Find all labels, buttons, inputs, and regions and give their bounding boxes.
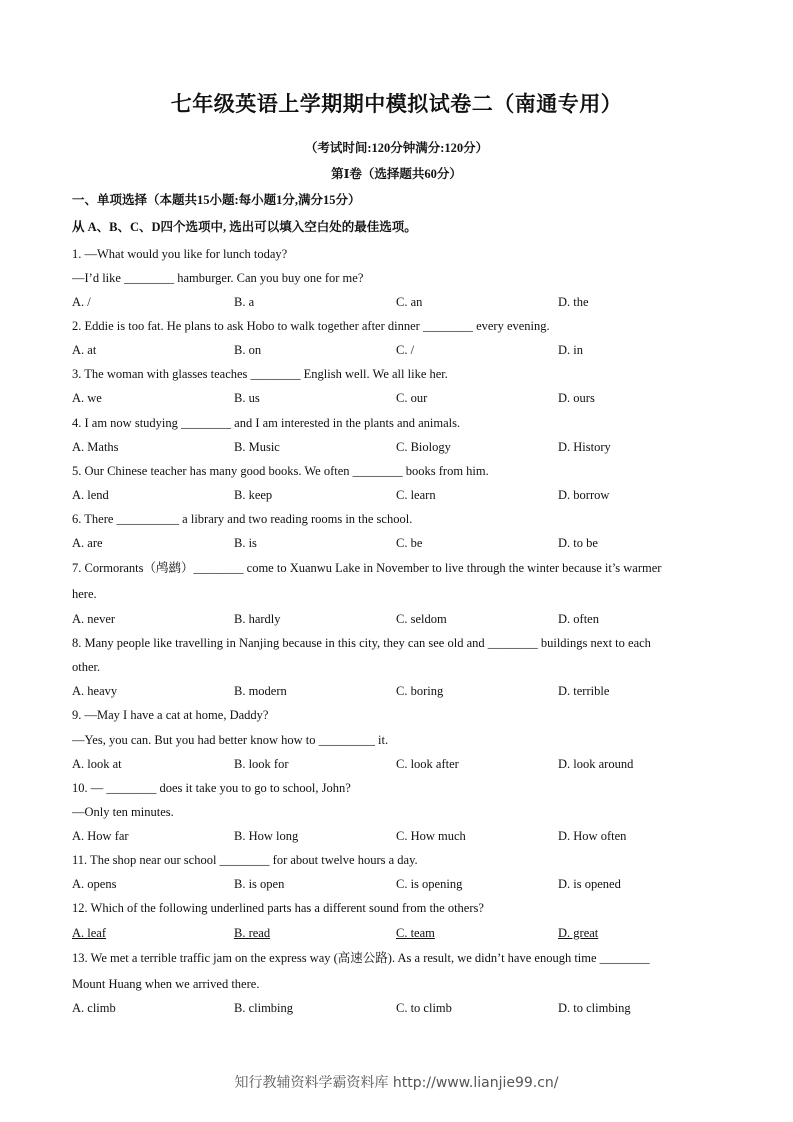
option-d: D. is opened (558, 877, 621, 891)
option-a: A. opens (72, 877, 117, 891)
option-c: C. be (396, 536, 423, 550)
option-b: B. keep (234, 488, 273, 502)
option-b: B. hardly (234, 612, 281, 626)
section-title: 一、单项选择（本题共15小题:每小题1分,满分15分） (72, 193, 361, 207)
option-a: A. Maths (72, 440, 119, 454)
question-text: 2. Eddie is too fat. He plans to ask Hobo to walk together after dinner ________ every evening. (72, 319, 550, 333)
question-text: Mount Huang when we arrived there. (72, 977, 260, 991)
option-c: C. an (396, 295, 423, 309)
footer-watermark: 知行教辅资料学霸资料库 http://www.lianjie99.cn/ (234, 1075, 559, 1091)
option-d: D. History (558, 440, 611, 454)
option-c: C. learn (396, 488, 436, 502)
option-d: D. ours (558, 391, 595, 405)
question-text: —Only ten minutes. (72, 805, 174, 819)
option-b: B. is open (234, 877, 285, 891)
option-d: D. terrible (558, 684, 610, 698)
option-b: B. on (234, 343, 262, 357)
option-d: D. How often (558, 829, 627, 843)
options-row (72, 342, 772, 358)
option-c: C. Biology (396, 440, 451, 454)
option-c: C. to climb (396, 1001, 452, 1015)
options-row (72, 535, 772, 551)
question-text: 12. Which of the following underlined parts has a different sound from the others? (72, 901, 484, 915)
instruction: 从 A、B、C、D四个选项中, 选出可以填入空白处的最佳选项。 (72, 220, 417, 234)
option-c: C. / (396, 343, 415, 357)
option-c: C. our (396, 391, 428, 405)
question-text: 5. Our Chinese teacher has many good books. We often ________ books from him. (72, 464, 489, 478)
question-text: 1. —What would you like for lunch today? (72, 247, 288, 261)
option-a: A. we (72, 391, 102, 405)
option-b: B. a (234, 295, 255, 309)
option-a: A. look at (72, 757, 122, 771)
question-text: here. (72, 587, 97, 601)
options-row (72, 925, 772, 941)
option-d: D. to climbing (558, 1001, 631, 1015)
option-d: D. great (558, 926, 599, 940)
question-text: 13. We met a terrible traffic jam on the express way (高速公路). As a result, we didn’t have enough time ________ (72, 951, 650, 965)
question-text: —Yes, you can. But you had better know how to _________ it. (72, 733, 389, 747)
question-text: 11. The shop near our school ________ for about twelve hours a day. (72, 853, 418, 867)
options-row (72, 876, 772, 892)
option-c: C. boring (396, 684, 444, 698)
options-row (72, 756, 772, 772)
question-text: 6. There __________ a library and two reading rooms in the school. (72, 512, 413, 526)
option-b: B. is (234, 536, 257, 550)
option-a: A. leaf (72, 926, 107, 940)
option-c: C. How much (396, 829, 466, 843)
option-d: D. often (558, 612, 599, 626)
options-row (72, 683, 772, 699)
option-d: D. the (558, 295, 589, 309)
part-title: 第Ⅰ卷（选择题共60分） (331, 167, 462, 181)
exam-info: （考试时间:120分钟满分:120分） (304, 141, 489, 155)
options-row (72, 611, 772, 627)
question-text: 8. Many people like travelling in Nanjing because in this city, they can see old and ________ buildings next to each (72, 636, 651, 650)
options-row (72, 828, 772, 844)
options-row (72, 439, 772, 455)
option-a: A. lend (72, 488, 109, 502)
question-text: 3. The woman with glasses teaches ________ English well. We all like her. (72, 367, 448, 381)
option-b: B. look for (234, 757, 289, 771)
question-text: 9. —May I have a cat at home, Daddy? (72, 708, 269, 722)
question-text: 7. Cormorants（鸬鹚）________ come to Xuanwu Lake in November to live through the winter because it’s warmer (72, 561, 662, 575)
option-a: A. heavy (72, 684, 118, 698)
option-d: D. look around (558, 757, 634, 771)
option-a: A. How far (72, 829, 129, 843)
options-row (72, 1000, 772, 1016)
options-row (72, 390, 772, 406)
option-a: A. never (72, 612, 116, 626)
option-b: B. How long (234, 829, 299, 843)
option-b: B. modern (234, 684, 287, 698)
option-c: C. is opening (396, 877, 463, 891)
option-c: C. seldom (396, 612, 447, 626)
option-b: B. read (234, 926, 271, 940)
option-d: D. to be (558, 536, 598, 550)
option-d: D. in (558, 343, 583, 357)
option-b: B. climbing (234, 1001, 294, 1015)
option-a: A. at (72, 343, 97, 357)
question-text: other. (72, 660, 101, 674)
question-text: 10. — ________ does it take you to go to school, John? (72, 781, 351, 795)
option-c: C. look after (396, 757, 459, 771)
option-a: A. are (72, 536, 103, 550)
options-row (72, 294, 772, 310)
option-c: C. team (396, 926, 435, 940)
page-title: 七年级英语上学期期中模拟试卷二（南通专用） (170, 92, 623, 116)
question-text: 4. I am now studying ________ and I am interested in the plants and animals. (72, 416, 461, 430)
question-text: —I’d like ________ hamburger. Can you buy one for me? (72, 271, 364, 285)
option-a: A. / (72, 295, 91, 309)
option-d: D. borrow (558, 488, 610, 502)
option-a: A. climb (72, 1001, 116, 1015)
option-b: B. Music (234, 440, 280, 454)
option-b: B. us (234, 391, 260, 405)
options-row (72, 487, 772, 503)
